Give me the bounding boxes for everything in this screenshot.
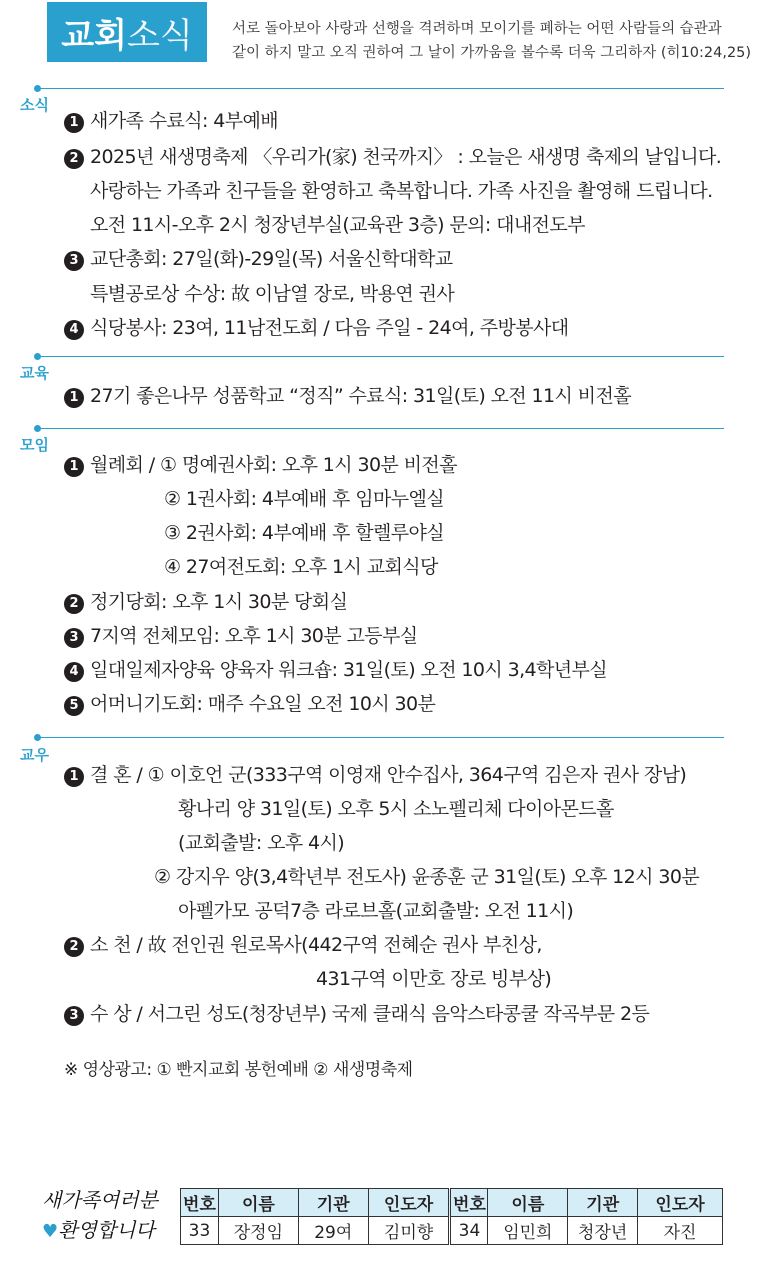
table-cell: 자진 xyxy=(638,1217,723,1245)
table-cell: 29여 xyxy=(298,1217,368,1245)
table-header-cell: 번호 xyxy=(450,1189,488,1217)
meetings-item-4 xyxy=(64,655,607,682)
news-item-2-line-1: 2025년 새생명축제 〈우리가(家) 천국까지〉 : 오늘은 새생명 축제의 날입니다. xyxy=(90,146,722,168)
meetings-item-1-sub-2: ② 1권사회: 4부예배 후 임마누엘실 xyxy=(164,488,445,510)
meetings-item-1-sub-4: ④ 27여전도회: 오후 1시 교회식당 xyxy=(164,556,438,578)
table-cell: 김미향 xyxy=(368,1217,450,1245)
news-item-3-line-2: 특별공로상 수상: 故 이남열 장로, 박용연 권사 xyxy=(90,283,455,305)
table-header-cell: 기관 xyxy=(568,1189,638,1217)
meetings-item-5 xyxy=(64,689,435,716)
video-ad-note: ※ 영상광고: ① 빤지교회 봉헌예배 ② 새생명축제 xyxy=(64,1060,413,1080)
number-badge: 3 xyxy=(64,1006,84,1026)
meetings-item-5-text: 어머니기도회: 매주 수요일 오전 10시 30분 xyxy=(90,693,436,715)
number-badge: 1 xyxy=(64,388,84,408)
table-cell: 34 xyxy=(450,1217,488,1245)
news-item-2-line-3: 오전 11시-오후 2시 청장년부실(교육관 3층) 문의: 대내전도부 xyxy=(90,214,585,236)
meetings-item-3-text: 7지역 전체모임: 오후 1시 30분 고등부실 xyxy=(90,625,418,647)
news-item-1-text: 새가족 수료식: 4부예배 xyxy=(90,110,278,132)
meetings-item-1-sub-3: ③ 2권사회: 4부예배 후 할렐루야실 xyxy=(164,522,445,544)
members-item-1-line-3: (교회출발: 오후 4시) xyxy=(178,832,345,854)
welcome-message xyxy=(42,1185,172,1247)
members-item-2-line-2: 431구역 이만호 장로 빙부상) xyxy=(316,968,552,990)
table-header-cell: 번호 xyxy=(181,1189,219,1217)
number-badge: 2 xyxy=(64,594,84,614)
section-label-news: 소식 xyxy=(20,96,49,114)
table-cell: 33 xyxy=(181,1217,219,1245)
table-cell: 청장년 xyxy=(568,1217,638,1245)
section-label-members: 교우 xyxy=(20,746,49,764)
title-bold: 교회 xyxy=(61,15,127,56)
news-item-3 xyxy=(64,244,452,271)
table-cell: 임민희 xyxy=(488,1217,568,1245)
table-header-cell: 인도자 xyxy=(368,1189,450,1217)
number-badge: 5 xyxy=(64,696,84,716)
number-badge: 1 xyxy=(64,113,84,133)
section-divider-news xyxy=(38,88,724,89)
table-header-row xyxy=(181,1189,723,1217)
number-badge: 4 xyxy=(64,320,84,340)
members-item-1-line-2: 황나리 양 31일(토) 오후 5시 소노펠리체 다이아몬드홀 xyxy=(178,798,614,820)
number-badge: 3 xyxy=(64,628,84,648)
number-badge: 2 xyxy=(64,937,84,957)
welcome-line-2: 환영합니다 xyxy=(58,1218,155,1242)
section-label-education: 교육 xyxy=(20,364,49,382)
section-divider-meetings xyxy=(38,428,724,429)
meetings-item-1 xyxy=(64,450,457,477)
section-label-meetings: 모임 xyxy=(20,436,49,454)
news-item-2 xyxy=(64,142,721,169)
number-badge: 3 xyxy=(64,251,84,271)
members-item-1-line-1: 결 혼 / ① 이호언 군(333구역 이영재 안수집사, 364구역 김은자 권사 장남) xyxy=(90,764,687,786)
number-badge: 1 xyxy=(64,457,84,477)
members-item-3-text: 수 상 / 서그린 성도(청장년부) 국제 클래식 음악스타콩쿨 작곡부문 2등 xyxy=(90,1003,650,1025)
verse-line-1: 서로 돌아보아 사랑과 선행을 격려하며 모이기를 폐하는 어떤 사람들의 습관과 xyxy=(232,21,722,37)
table-row xyxy=(181,1217,723,1245)
number-badge: 1 xyxy=(64,767,84,787)
number-badge: 4 xyxy=(64,662,84,682)
members-item-3 xyxy=(64,999,649,1026)
members-item-1-line-5: 아펠가모 공덕7층 라로브홀(교회출발: 오전 11시) xyxy=(178,900,574,922)
meetings-item-3 xyxy=(64,621,418,648)
table-header-cell: 이름 xyxy=(488,1189,568,1217)
news-item-1 xyxy=(64,106,278,133)
members-item-1 xyxy=(64,760,686,787)
meetings-item-1-line-1: 월례회 / ① 명예권사회: 오후 1시 30분 비전홀 xyxy=(90,454,457,476)
section-divider-members xyxy=(38,737,724,738)
meetings-item-2-text: 정기당회: 오후 1시 30분 당회실 xyxy=(90,591,348,613)
news-item-4 xyxy=(64,313,569,340)
news-item-3-line-1: 교단총회: 27일(화)-29일(목) 서울신학대학교 xyxy=(90,248,453,270)
page-title xyxy=(47,2,207,62)
number-badge: 2 xyxy=(64,149,84,169)
news-item-2-line-2: 사랑하는 가족과 친구들을 환영하고 축복합니다. 가족 사진을 촬영해 드립니다. xyxy=(90,180,713,202)
new-family-table xyxy=(180,1188,723,1245)
meetings-item-4-text: 일대일제자양육 양육자 워크숍: 31일(토) 오전 10시 3,4학년부실 xyxy=(90,659,608,681)
members-item-2-line-1: 소 천 / 故 전인권 원로목사(442구역 전혜순 권사 부친상, xyxy=(90,934,542,956)
table-header-cell: 인도자 xyxy=(638,1189,723,1217)
members-item-2 xyxy=(64,930,542,957)
table-header-cell: 이름 xyxy=(218,1189,298,1217)
education-item-1-text: 27기 좋은나무 성품학교 “정직” 수료식: 31일(토) 오전 11시 비전홀 xyxy=(90,385,631,407)
education-item-1 xyxy=(64,381,631,408)
verse-line-2: 같이 하지 말고 오직 권하여 그 날이 가까움을 볼수록 더욱 그리하자 (히10:24,25) xyxy=(232,45,752,61)
table-header-cell: 기관 xyxy=(298,1189,368,1217)
welcome-line-1: 새가족여러분 xyxy=(42,1188,158,1212)
section-divider-education xyxy=(38,356,724,357)
meetings-item-2 xyxy=(64,587,347,614)
bible-verse xyxy=(232,17,752,65)
title-light: 소식 xyxy=(127,15,193,56)
news-item-4-text: 식당봉사: 23여, 11남전도회 / 다음 주일 - 24여, 주방봉사대 xyxy=(90,317,569,339)
members-item-1-line-4: ② 강지우 양(3,4학년부 전도사) 윤종훈 군 31일(토) 오후 12시 30분 xyxy=(154,866,700,888)
table-cell: 장정임 xyxy=(218,1217,298,1245)
heart-icon: ♥ xyxy=(42,1221,59,1242)
